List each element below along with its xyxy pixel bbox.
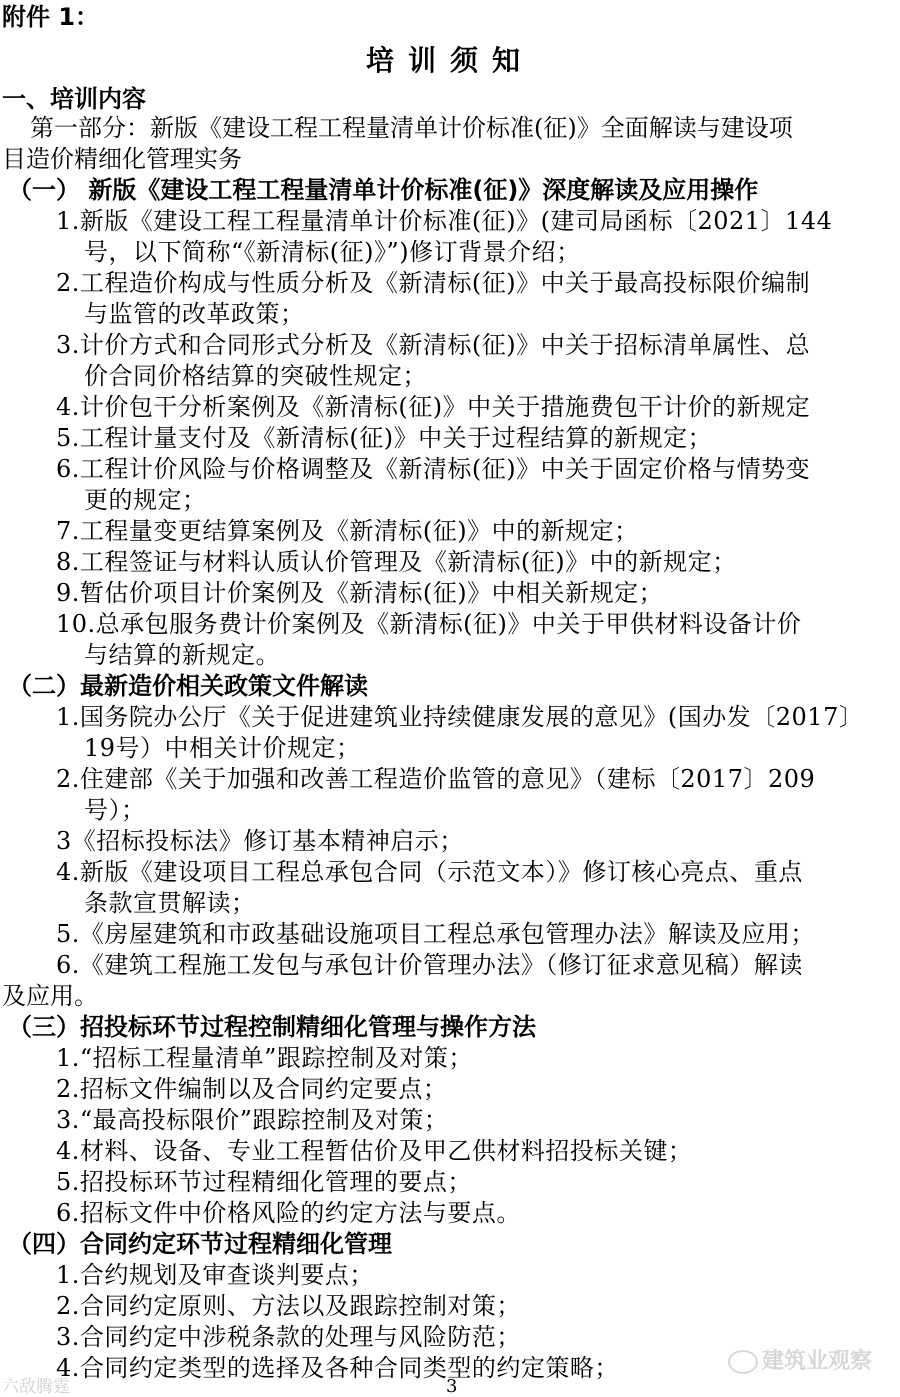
list-item: 5.招投标环节过程精细化管理的要点； (56, 1168, 472, 1196)
list-item: 2.招标文件编制以及合同约定要点； (56, 1075, 448, 1103)
list-item-continuation: 条款宣贯解读； (84, 889, 256, 917)
list-item-continuation: 更的规定； (84, 486, 207, 514)
list-item: 1.国务院办公厅《关于促进建筑业持续健康发展的意见》(国办发〔2017〕 (56, 703, 864, 731)
watermark-right-text: 建筑业观察 (762, 1349, 873, 1374)
list-item: 10.总承包服务费计价案例及《新清标(征)》中关于甲供材料设备计价 (56, 610, 802, 638)
part1-line: 目造价精细化管理实务 (2, 145, 242, 173)
list-item: 1.“招标工程量清单”跟踪控制及对策； (56, 1044, 473, 1072)
list-item: 4.计价包干分析案例及《新清标(征)》中关于措施费包干计价的新规定 (56, 393, 811, 421)
list-item-continuation: 号）； (84, 796, 146, 824)
list-item: 2.合同约定原则、方法以及跟踪控制对策； (56, 1292, 521, 1320)
list-item-continuation: 与监管的改革政策； (84, 300, 305, 328)
watermark-right (728, 1344, 872, 1375)
list-item: 2.工程造价构成与性质分析及《新清标(征)》中关于最高投标限价编制 (56, 269, 811, 297)
list-item: 8.工程签证与材料认质认价管理及《新清标(征)》中的新规定； (56, 548, 737, 576)
subsection-heading-4: （四）合同约定环节过程精细化管理 (8, 1230, 392, 1258)
annex-label: 附件 1： (2, 3, 100, 31)
list-item-continuation: 19号）中相关计价规定； (84, 734, 361, 762)
list-item: 6.《建筑工程施工发包与承包计价管理办法》（修订征求意见稿）解读 (56, 951, 803, 979)
list-item-continuation: 价合同价格结算的突破性规定； (84, 362, 427, 390)
list-item: 4.材料、设备、专业工程暂估价及甲乙供材料招投标关键； (56, 1137, 693, 1165)
part1-line: 第一部分：新版《建设工程工程量清单计价标准(征)》全面解读与建设项 (30, 114, 793, 142)
list-item: 6.招标文件中价格风险的约定方法与要点。 (56, 1199, 521, 1227)
list-item: 2.住建部《关于加强和改善工程造价监管的意见》（建标〔2017〕209 (56, 765, 816, 793)
list-item: 3.合同约定中涉税条款的处理与风险防范； (56, 1323, 521, 1351)
list-item-continuation: 与结算的新规定。 (84, 641, 280, 669)
list-item: 5.《房屋建筑和市政基础设施项目工程总承包管理办法》解读及应用； (56, 920, 815, 948)
list-item: 1.新版《建设工程工程量清单计价标准(征)》(建司局函标〔2021〕144 (56, 207, 833, 235)
list-item: 3《招标投标法》修订基本精神启示； (56, 827, 464, 855)
list-item-continuation: 号，以下简称“《新清标(征)》”)修订背景介绍； (84, 238, 581, 266)
section-heading-training-content: 一、培训内容 (2, 85, 146, 113)
list-item: 9.暂估价项目计价案例及《新清标(征)》中相关新规定； (56, 579, 664, 607)
list-item: 7.工程量变更结算案例及《新清标(征)》中的新规定； (56, 517, 639, 545)
watermark-left-text: 六敌腾霆 (2, 1377, 70, 1397)
list-item-continuation: 及应用。 (2, 982, 98, 1010)
page-number: 3 (446, 1376, 458, 1397)
subsection-heading-1: （一） 新版《建设工程工程量清单计价标准(征)》深度解读及应用操作 (8, 176, 759, 204)
subsection-heading-2: （二）最新造价相关政策文件解读 (8, 672, 368, 700)
list-item: 5.工程计量支付及《新清标(征)》中关于过程结算的新规定； (56, 424, 713, 452)
watermark-left (2, 1372, 70, 1397)
list-item: 3.“最高投标限价”跟踪控制及对策； (56, 1106, 449, 1134)
list-item: 4.新版《建设项目工程总承包合同（示范文本）》修订核心亮点、重点 (56, 858, 803, 886)
wechat-icon (728, 1350, 758, 1374)
list-item: 1.合约规划及审查谈判要点； (56, 1261, 374, 1289)
list-item: 3.计价方式和合同形式分析及《新清标(征)》中关于招标清单属性、总 (56, 331, 811, 359)
list-item: 4.合同约定类型的选择及各种合同类型的约定策略； (56, 1354, 619, 1382)
page-title: 培训须知 (365, 44, 534, 77)
subsection-heading-3: （三）招投标环节过程控制精细化管理与操作方法 (8, 1013, 536, 1041)
list-item: 6.工程计价风险与价格调整及《新清标(征)》中关于固定价格与情势变 (56, 455, 811, 483)
